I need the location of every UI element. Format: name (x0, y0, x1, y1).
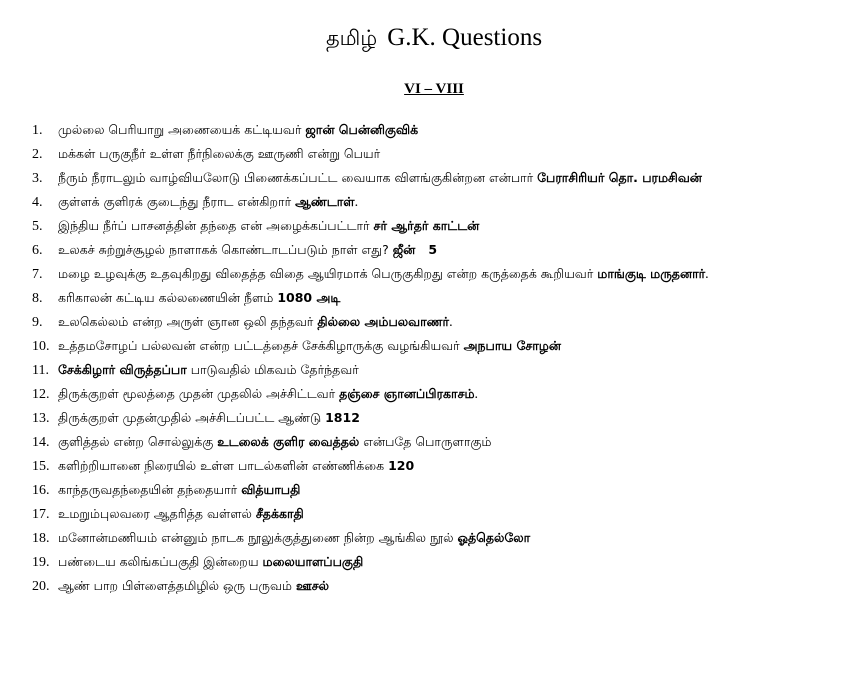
question-number: 6. (32, 243, 43, 258)
question-item (32, 430, 709, 454)
question-text: பண்டைய கலிங்கப்பகுதி இன்றைய (58, 554, 263, 569)
question-number: 14. (32, 435, 50, 450)
question-item (32, 478, 709, 502)
question-number: 15. (32, 459, 50, 474)
question-text: காந்தருவதந்தையின் தந்தையார் (58, 482, 242, 497)
question-number: 8. (32, 291, 43, 306)
question-answer: ஓத்தெல்லோ (457, 530, 531, 545)
question-item (32, 310, 709, 334)
question-text: முல்லை பெரியாறு அணையைக் கட்டியவர் (58, 122, 306, 137)
page-title-english: G.K. Questions (387, 24, 543, 51)
question-item (32, 454, 709, 478)
question-text: இந்திய நீர்ப் பாசனத்தின் தந்தை என் அழைக்கப்பட்டார் (58, 218, 374, 233)
question-text: உலகச் சுற்றுச்சூழல் நாளாகக் கொண்டாடப்படும் நாள் எது? (58, 242, 393, 257)
question-item (32, 334, 709, 358)
question-text: திருக்குறள் மூலத்தை முதன் முதலில் அச்சிட்டவர் (58, 386, 340, 401)
question-number: 16. (32, 483, 50, 498)
question-item (32, 286, 709, 310)
question-tail: . (354, 195, 359, 210)
question-number: 2. (32, 147, 43, 162)
question-item (32, 142, 709, 166)
question-text: உலகெல்லம் என்ற அருள் ஞான ஒலி தந்தவர் (58, 314, 318, 329)
question-answer: பேராசிரியர் தொ. பரமசிவன் (537, 170, 702, 185)
question-answer: தஞ்சை ஞானப்பிரகாசம் (339, 386, 475, 401)
question-list (32, 118, 709, 598)
question-answer: மலையாளப்பகுதி (262, 554, 364, 569)
question-answer: 120 (388, 458, 415, 473)
question-number: 1. (32, 123, 43, 138)
question-item (32, 550, 709, 574)
question-text: மழை உழவுக்கு உதவுகிறது விதைத்த விதை ஆயிரமாக் பெருகுகிறது என்ற கருத்தைக் கூறியவர் (58, 266, 598, 281)
question-answer: சர் ஆர்தர் காட்டன் (373, 218, 480, 233)
question-answer: உடலைக் குளிர வைத்தல் (217, 434, 360, 449)
question-item (32, 526, 709, 550)
question-answer: சீதக்காதி (255, 506, 304, 521)
question-item (32, 214, 709, 238)
question-number: 19. (32, 555, 50, 570)
question-item (32, 502, 709, 526)
question-number: 4. (32, 195, 43, 210)
question-item (32, 166, 709, 190)
question-number: 17. (32, 507, 50, 522)
question-text: களிற்றியானை நிரையில் உள்ள பாடல்களின் எண்ணிக்கை (58, 458, 389, 473)
question-item (32, 358, 709, 382)
question-answer: தில்லை அம்பலவாணர் (317, 314, 450, 329)
question-text: மக்கள் பருகுநீர் உள்ள நீர்நிலைக்கு ஊருணி என்று பெயர் (58, 146, 381, 161)
question-number: 7. (32, 267, 43, 282)
question-answer: அநபாய சோழன் (463, 338, 561, 353)
question-answer: 1080 அடி (277, 290, 341, 305)
question-item (32, 382, 709, 406)
question-answer: மாங்குடி மருதனார் (597, 266, 706, 281)
question-text: ஆண் பாற பிள்ளைத்தமிழில் ஒரு பருவம் (58, 578, 296, 593)
question-text: மனோன்மணியம் என்னும் நாடக நூலுக்குத்துணை நின்ற ஆங்கில நூல் (58, 530, 458, 545)
question-text: நீரும் நீராடலும் வாழ்வியலோடு பிணைக்கப்பட்ட வையாக விளங்குகின்றன என்பார் (58, 170, 538, 185)
question-tail: . (705, 267, 709, 282)
question-number: 20. (32, 579, 50, 594)
question-item (32, 190, 709, 214)
question-item (32, 262, 709, 286)
question-number: 5. (32, 219, 43, 234)
question-number: 12. (32, 387, 50, 402)
question-answer: சேக்கிழார் விருத்தப்பா (58, 362, 187, 377)
page-title (0, 22, 856, 54)
question-text: திருக்குறள் முதன்முதில் அச்சிடப்பட்ட ஆண்டு (58, 410, 326, 425)
question-answer: ஜீன் 5 (392, 242, 438, 257)
question-text: கரிகாலன் கட்டிய கல்லணையின் நீளம் (58, 290, 278, 305)
question-text: குள்ளக் குளிரக் குடைந்து நீராட என்கிறார் (58, 194, 296, 209)
question-number: 13. (32, 411, 50, 426)
question-item (32, 238, 709, 262)
question-answer: 1812 (325, 410, 360, 425)
question-item (32, 406, 709, 430)
question-text: உமறும்புலவரை ஆதரித்த வள்ளல் (58, 506, 256, 521)
question-text: உத்தமசோழப் பல்லவன் என்ற பட்டத்தைச் சேக்கிழாருக்கு வழங்கியவர் (58, 338, 464, 353)
question-number: 11. (32, 363, 49, 378)
question-number: 10. (32, 339, 50, 354)
question-number: 9. (32, 315, 43, 330)
question-tail: . (449, 315, 453, 330)
question-number: 3. (32, 171, 43, 186)
class-range-subtitle: VI – VIII (404, 81, 464, 97)
question-answer: ஊசல் (295, 578, 329, 593)
question-item (32, 574, 709, 598)
question-answer: வித்யாபதி (241, 482, 301, 497)
question-answer: ஆண்டாள் (295, 194, 355, 209)
question-tail: . (474, 387, 479, 402)
question-tail: பாடுவதில் மிகவம் தேர்ந்தவர் (186, 362, 359, 377)
page-title-tamil: தமிழ் (325, 26, 378, 50)
question-text: குளித்தல் என்ற சொல்லுக்கு (58, 434, 218, 449)
question-tail: என்பதே பொருளாகும் (359, 434, 492, 449)
question-answer: ஜான் பென்னிகுவிக் (305, 122, 419, 137)
question-number: 18. (32, 531, 50, 546)
question-item (32, 118, 709, 142)
